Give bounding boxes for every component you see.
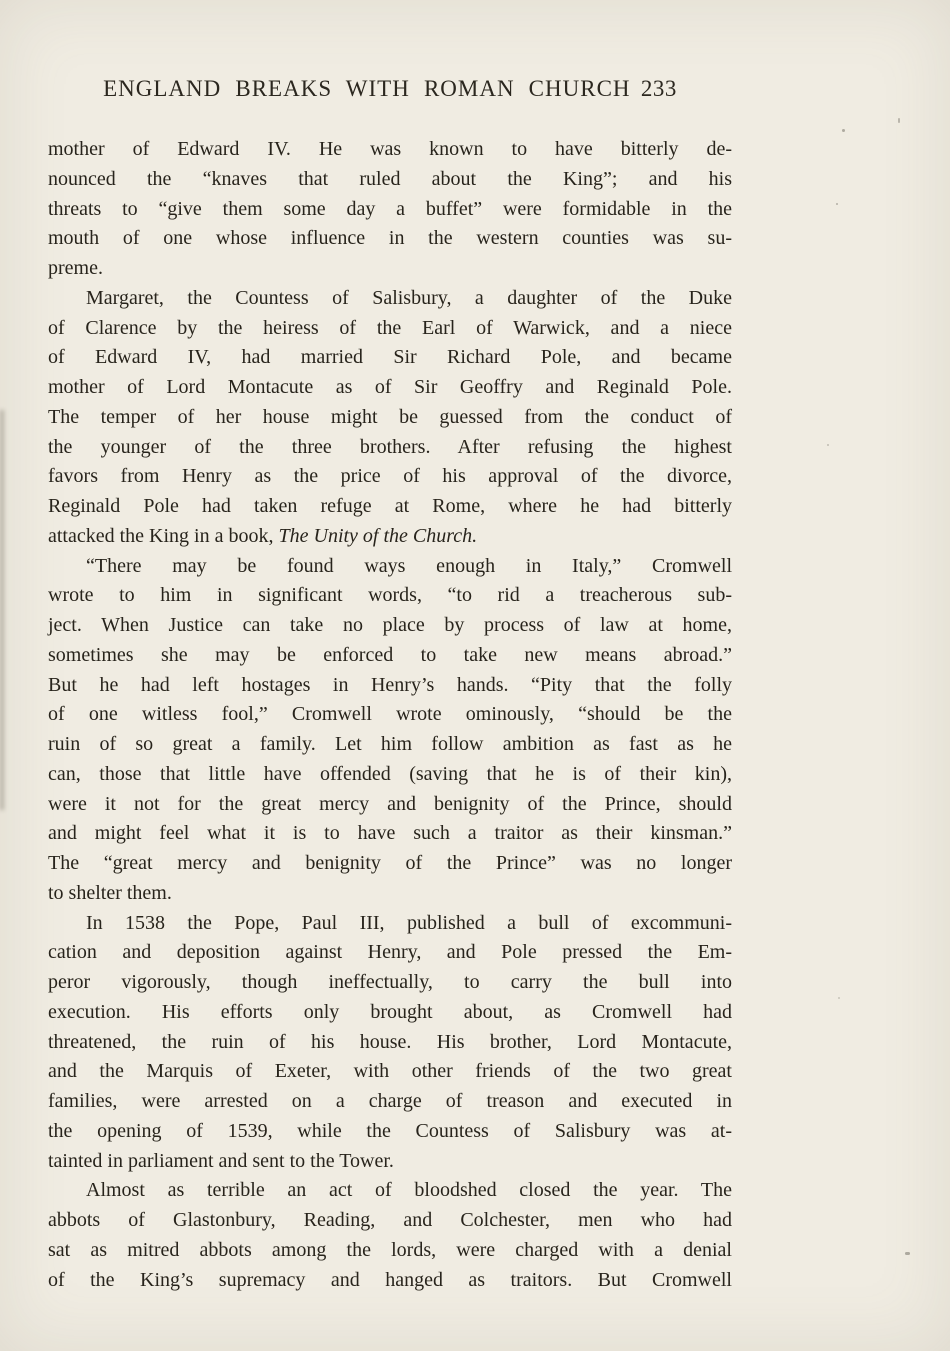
text-segment: But he had left hostages in Henry’s hands. “Pity that the folly (48, 673, 732, 696)
text-line (48, 700, 732, 730)
scan-artifact (842, 129, 845, 132)
text-line (48, 195, 732, 225)
text-segment: of Edward IV, had married Sir Richard Pole, and became (48, 346, 732, 369)
text-segment: sometimes she may be enforced to take new means abroad.” (48, 643, 732, 666)
text-line (48, 552, 732, 582)
text-line (48, 760, 732, 790)
text-segment: tainted in parliament and sent to the Tower. (48, 1149, 394, 1172)
running-header (48, 76, 732, 102)
scan-artifact (838, 997, 840, 999)
text-segment: ruin of so great a family. Let him follow ambition as fast as he (48, 733, 732, 755)
text-segment: of Clarence by the heiress of the Earl of Warwick, and a niece (48, 316, 732, 339)
text-segment: attacked the King in a book, (48, 524, 279, 547)
text-line (48, 433, 732, 463)
text-line (48, 819, 732, 849)
text-segment: preme. (48, 257, 103, 279)
text-segment: execution. His efforts only brought about, as Cromwell had (48, 1000, 732, 1023)
text-segment: “There may be found ways enough in Italy,” Cromwell (86, 554, 732, 577)
text-segment: Margaret, the Countess of Salisbury, a daughter of the Duke (86, 286, 732, 309)
text-line (48, 462, 732, 492)
text-line (48, 938, 732, 968)
text-segment: mother of Lord Montacute as of Sir Geoffry and Reginald Pole. (48, 376, 732, 398)
scan-artifact (905, 1252, 910, 1255)
text-line (48, 790, 732, 820)
text-line (48, 492, 732, 522)
text-line (48, 849, 732, 879)
text-column (48, 0, 732, 1295)
text-line (48, 314, 732, 344)
text-line (48, 879, 732, 909)
text-line (48, 135, 732, 165)
text-segment: wrote to him in significant words, “to rid a treacherous sub- (48, 584, 732, 607)
text-line (48, 373, 732, 403)
text-segment: the opening of 1539, while the Countess of Salisbury was at- (48, 1119, 732, 1142)
text-segment: of one witless fool,” Cromwell wrote ominously, “should be the (48, 703, 732, 726)
text-line (48, 730, 732, 760)
text-line (48, 254, 732, 284)
text-line (48, 403, 732, 433)
text-line (48, 1147, 732, 1177)
text-segment: mother of Edward IV. He was known to have bitterly de- (48, 138, 732, 160)
text-line (48, 1117, 732, 1147)
scan-artifact (827, 444, 829, 446)
text-line (48, 671, 732, 701)
text-segment: the younger of the three brothers. After refusing the highest (48, 435, 732, 458)
text-line (48, 641, 732, 671)
text-segment: favors from Henry as the price of his approval of the divorce, (48, 465, 732, 488)
text-line (48, 1266, 732, 1296)
text-line (48, 1176, 732, 1206)
text-line (48, 224, 732, 254)
text-line (48, 909, 732, 939)
text-line (48, 522, 732, 552)
text-line (48, 968, 732, 998)
text-line (48, 1057, 732, 1087)
text-line (48, 1028, 732, 1058)
text-segment: threats to “give them some day a buffet” were formidable in the (48, 197, 732, 220)
text-line (48, 1087, 732, 1117)
text-line (48, 284, 732, 314)
text-segment: to shelter them. (48, 881, 172, 904)
text-line (48, 998, 732, 1028)
text-segment: mouth of one whose influence in the western counties was su- (48, 227, 732, 250)
text-segment: families, were arrested on a charge of treason and executed in (48, 1090, 732, 1112)
text-line (48, 611, 732, 641)
text-segment: were it not for the great mercy and benignity of the Prince, should (48, 792, 732, 815)
text-line (48, 1236, 732, 1266)
text-segment: The temper of her house might be guessed from the conduct of (48, 405, 732, 428)
text-segment: peror vigorously, though ineffectually, to carry the bull into (48, 971, 732, 993)
text-segment: cation and deposition against Henry, and Pole pressed the Em- (48, 941, 732, 964)
scan-artifact (0, 410, 4, 810)
text-line (48, 343, 732, 373)
running-header-title: ENGLAND BREAKS WITH ROMAN CHURCH (103, 76, 631, 101)
text-segment: Almost as terrible an act of bloodshed closed the year. The (86, 1179, 732, 1202)
text-line (48, 165, 732, 195)
page-body (48, 135, 732, 1295)
text-segment: abbots of Glastonbury, Reading, and Colchester, men who had (48, 1209, 732, 1231)
book-title-italic: The Unity of the Church. (278, 524, 478, 547)
scan-artifact (898, 118, 900, 123)
text-segment: can, those that little have offended (saving that he is of their kin), (48, 762, 732, 785)
text-segment: and the Marquis of Exeter, with other friends of the two great (48, 1060, 732, 1083)
text-segment: ject. When Justice can take no place by process of law at home, (48, 614, 732, 636)
text-segment: and might feel what it is to have such a traitor as their kinsman.” (48, 822, 732, 845)
page-number: 233 (640, 76, 677, 101)
text-line (48, 581, 732, 611)
text-segment: Reginald Pole had taken refuge at Rome, where he had bitterly (48, 495, 732, 517)
text-segment: nounced the “knaves that ruled about the King”; and his (48, 167, 732, 190)
text-segment: sat as mitred abbots among the lords, were charged with a denial (48, 1238, 732, 1261)
text-segment: of the King’s supremacy and hanged as traitors. But Cromwell (48, 1268, 732, 1291)
text-line (48, 1206, 732, 1236)
text-segment: In 1538 the Pope, Paul III, published a bull of excommuni- (86, 911, 732, 934)
text-segment: The “great mercy and benignity of the Prince” was no longer (48, 852, 732, 874)
scan-artifact (836, 203, 838, 205)
text-segment: threatened, the ruin of his house. His brother, Lord Montacute, (48, 1030, 732, 1053)
